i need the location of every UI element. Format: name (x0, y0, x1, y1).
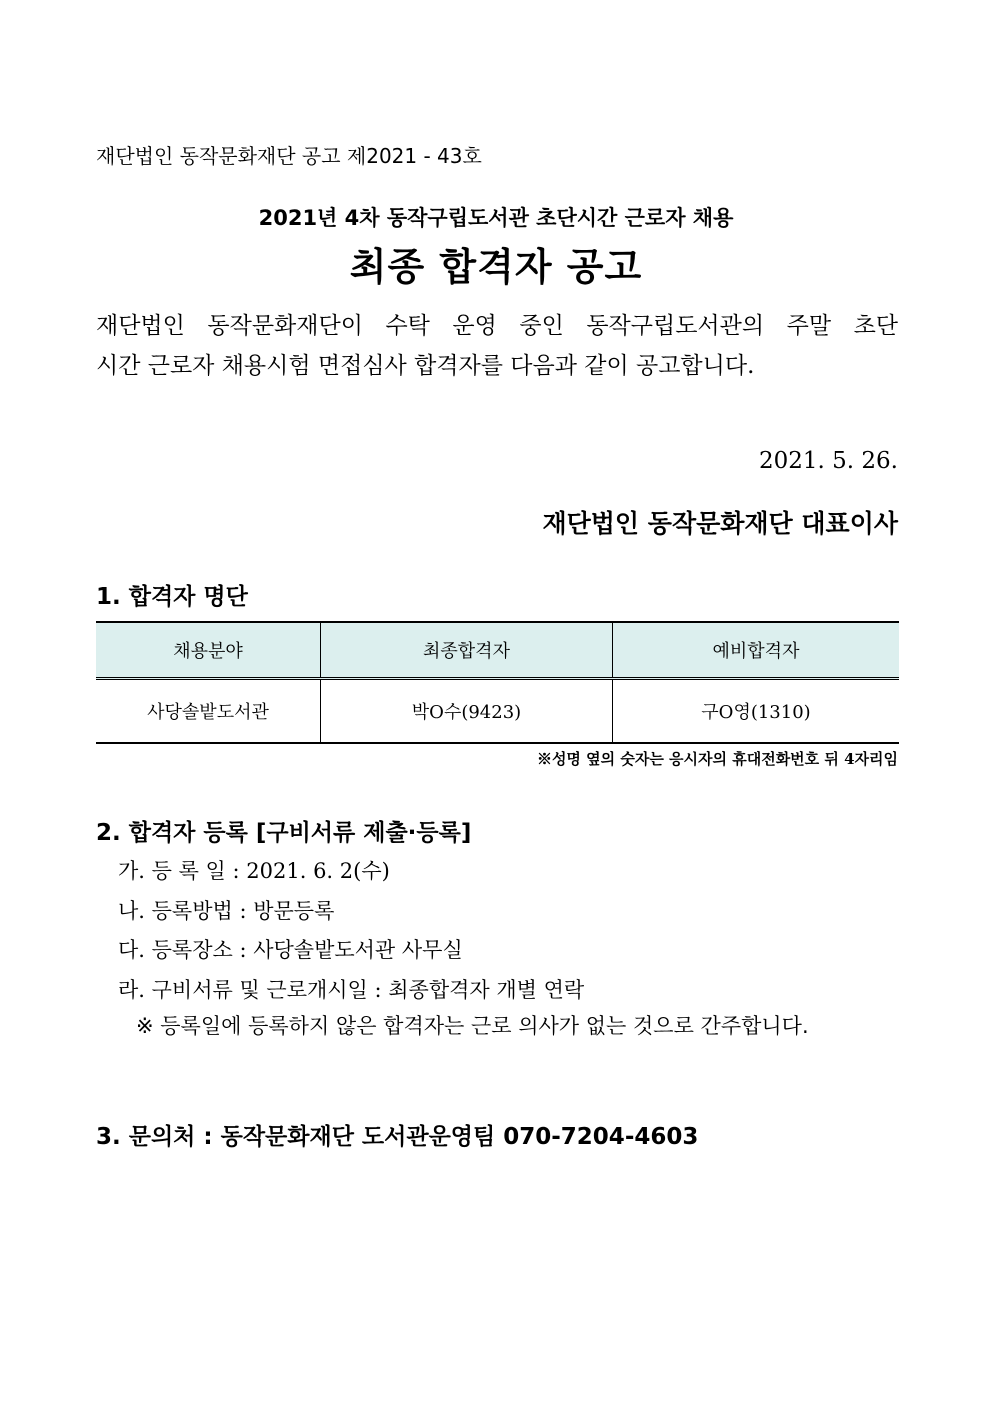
table-row (96, 679, 899, 744)
document-title: 최종 합격자 공고 (349, 245, 643, 289)
registration-list (118, 852, 584, 1010)
announcement-date: 2021. 5. 26. (759, 448, 898, 474)
list-item: 다. 등록장소 : 사당솔밭도서관 사무실 (118, 938, 463, 962)
list-item: 나. 등록방법 : 방문등록 (118, 898, 335, 923)
column-header-field: 채용분야 (96, 622, 321, 679)
intro-line-1: 재단법인 동작문화재단이 수탁 운영 중인 동작구립도서관의 주말 초단 (96, 313, 898, 339)
cell-reserve-candidate: 구O영(1310) (613, 679, 900, 744)
notice-number: 재단법인 동작문화재단 공고 제2021 - 43호 (96, 144, 482, 168)
document-subtitle: 2021년 4차 동작구립도서관 초단시간 근로자 채용 (258, 206, 734, 230)
list-item: 가. 등 록 일 : 2021. 6. 2(수) (118, 859, 390, 883)
table-footnote: ※성명 옆의 숫자는 응시자의 휴대전화번호 뒤 4자리임 (536, 750, 898, 768)
section-3-heading: 3. 문의처 : 동작문화재단 도서관운영팀 070-7204-4603 (96, 1124, 699, 1150)
cell-final-candidate: 박O수(9423) (321, 679, 613, 744)
issuer-name: 재단법인 동작문화재단 대표이사 (542, 509, 898, 538)
table-header-row (96, 622, 899, 679)
intro-paragraph (96, 306, 898, 386)
section-1-heading: 1. 합격자 명단 (96, 584, 248, 610)
registration-note: ※ 등록일에 등록하지 않은 합격자는 근로 의사가 없는 것으로 간주합니다. (136, 1014, 809, 1038)
list-item: 라. 구비서류 및 근로개시일 : 최종합격자 개별 연락 (118, 977, 585, 1002)
section-2-heading: 2. 합격자 등록 [구비서류 제출·등록] (96, 820, 472, 846)
column-header-final: 최종합격자 (321, 622, 613, 679)
cell-field: 사당솔밭도서관 (96, 679, 321, 744)
intro-line-2: 시간 근로자 채용시험 면접심사 합격자를 다음과 같이 공고합니다. (96, 353, 755, 379)
results-table (96, 621, 899, 744)
column-header-reserve: 예비합격자 (613, 622, 900, 679)
